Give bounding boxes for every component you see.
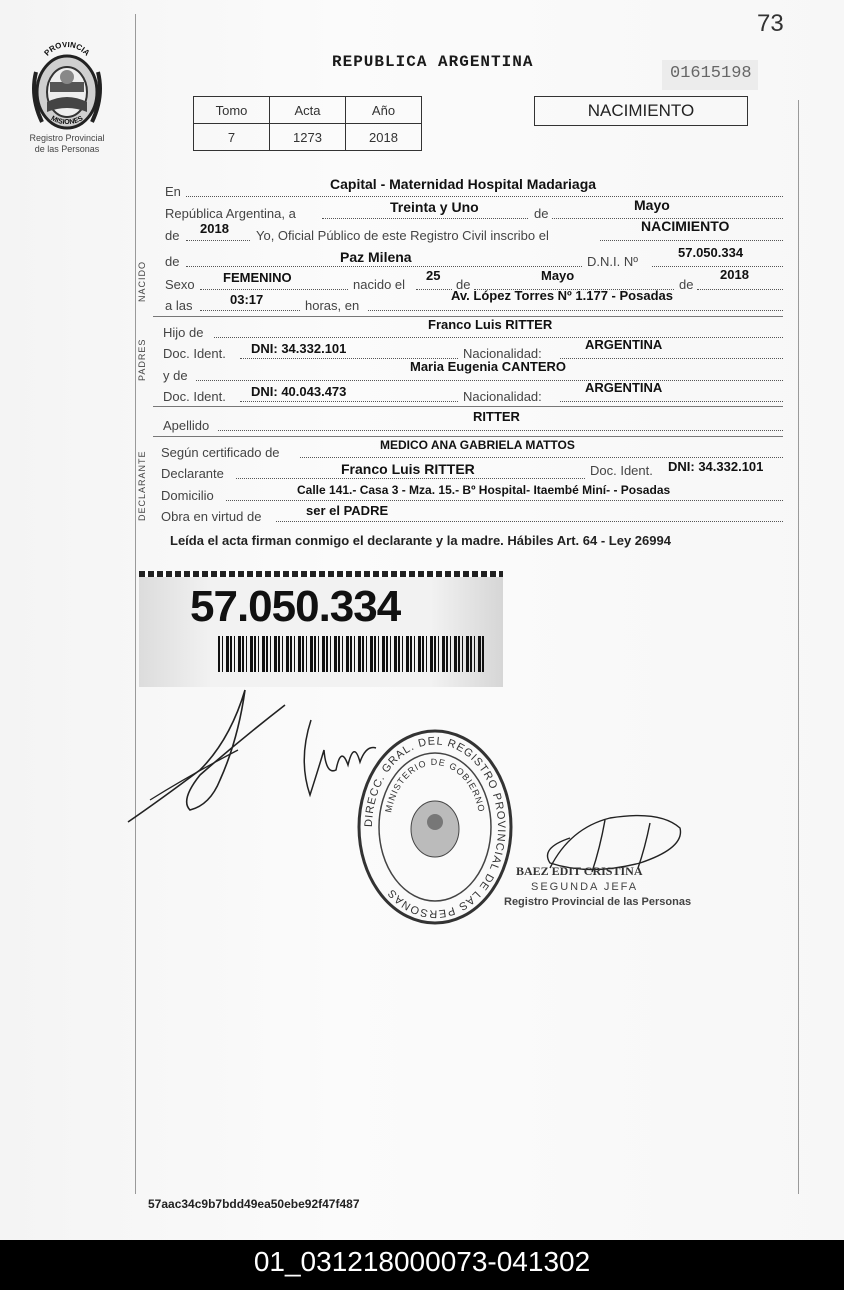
dotted-line — [200, 310, 300, 311]
dotted-line — [214, 337, 783, 338]
month-value: Mayo — [634, 197, 670, 213]
name-value: Paz Milena — [340, 249, 412, 265]
en-label: En — [165, 184, 181, 199]
obra-label: Obra en virtud de — [161, 509, 262, 524]
obra-value: ser el PADRE — [306, 503, 389, 518]
alas-label: a las — [165, 298, 193, 313]
dotted-line — [368, 310, 783, 311]
birth-address-value: Av. López Torres Nº 1.177 - Posadas — [451, 288, 673, 303]
dotted-line — [652, 266, 783, 267]
declarante-doc-value: DNI: 34.332.101 — [668, 459, 764, 474]
domicilio-value: Calle 141.- Casa 3 - Mza. 15.- Bº Hospital- Itaembé Miní- - Posadas — [297, 483, 671, 497]
dni-label: D.N.I. Nº — [587, 254, 638, 269]
dotted-line — [560, 401, 783, 402]
registry-value-acta: 1273 — [270, 124, 346, 151]
yde-label: y de — [163, 368, 188, 383]
declarante-label: Declarante — [161, 466, 224, 481]
segun-label: Según certificado de — [161, 445, 280, 460]
de4-label: de — [456, 277, 471, 292]
apellido-label: Apellido — [163, 418, 210, 433]
apellido-value: RITTER — [473, 409, 520, 424]
republica-label: República Argentina, a — [165, 206, 296, 221]
sexo-label: Sexo — [165, 277, 195, 292]
birth-day-value: 25 — [426, 268, 441, 283]
sexo-value: FEMENINO — [223, 270, 292, 285]
crest-text-bottom: MISIONES — [49, 115, 85, 127]
domicilio-label: Domicilio — [161, 488, 214, 503]
registry-header-anio: Año — [346, 97, 422, 124]
father-nat-value: ARGENTINA — [585, 337, 663, 352]
act-type-box: NACIMIENTO — [534, 96, 748, 126]
dni-barcode — [218, 636, 484, 672]
birth-year-value: 2018 — [720, 267, 749, 282]
section-divider — [153, 406, 783, 407]
doc2-label: Doc. Ident. — [163, 389, 226, 404]
dotted-line — [186, 266, 582, 267]
de2-label: de — [165, 228, 180, 243]
registry-value-anio: 2018 — [346, 124, 422, 151]
inscribe-value: NACIMIENTO — [641, 218, 730, 234]
closing-text: Leída el acta firman conmigo el declarante y la madre. Hábiles Art. 64 - Ley 26994 — [170, 533, 671, 548]
registry-caption-line1: Registro Provincial — [29, 133, 105, 143]
registry-table-value-row — [194, 124, 422, 151]
registry-value-tomo: 7 — [194, 124, 270, 151]
doc-label: Doc. Ident. — [163, 346, 226, 361]
official-registry: Registro Provincial de las Personas — [504, 896, 692, 908]
mother-value: Maria Eugenia CANTERO — [410, 359, 567, 374]
birth-time-value: 03:17 — [230, 292, 264, 307]
year-value: 2018 — [200, 221, 229, 236]
registry-table-header-row — [194, 97, 422, 124]
official-name: BAEZ EDIT CRISTINA — [516, 864, 643, 878]
dotted-line — [236, 478, 585, 479]
certificado-value: MEDICO ANA GABRIELA MATTOS — [380, 438, 575, 452]
doc3-label: Doc. Ident. — [590, 463, 653, 478]
nac2-label: Nacionalidad: — [463, 389, 542, 404]
left-margin-line — [135, 14, 136, 1194]
right-margin-line — [798, 100, 799, 1194]
declarante-value: Franco Luis RITTER — [341, 461, 475, 477]
sticker-top-border — [139, 571, 503, 577]
dotted-line — [276, 521, 783, 522]
dotted-line — [186, 240, 250, 241]
footer-document-id: 01_031218000073-041302 — [253, 1246, 591, 1277]
dotted-line — [200, 289, 348, 290]
nacido-label: nacido el — [353, 277, 406, 292]
dotted-line — [322, 218, 528, 219]
de3-label: de — [165, 254, 180, 269]
dotted-line — [697, 289, 783, 290]
dotted-line — [226, 500, 783, 501]
section-label-padres: PADRES — [137, 338, 147, 381]
de5-label: de — [679, 277, 694, 292]
nac-label: Nacionalidad: — [463, 346, 542, 361]
horas-label: horas, en — [305, 298, 360, 313]
section-divider — [153, 436, 783, 437]
registry-header-acta: Acta — [270, 97, 346, 124]
birth-month-value: Mayo — [541, 268, 575, 283]
dotted-line — [600, 240, 783, 241]
dotted-line — [300, 457, 783, 458]
provincial-crest-icon — [30, 42, 104, 132]
registry-header-tomo: Tomo — [194, 97, 270, 124]
father-value: Franco Luis RITTER — [428, 317, 553, 332]
seal-inner-text: MINISTERIO DE GOBIERNO — [383, 756, 487, 814]
mother-nat-value: ARGENTINA — [585, 380, 663, 395]
seal-outer-text: DIRECC. GRAL. DEL REGISTRO PROVINCIAL DE LAS PERSONAS — [362, 735, 508, 920]
day-words-value: Treinta y Uno — [390, 199, 479, 215]
country-title: REPUBLICA ARGENTINA — [332, 53, 534, 71]
hijo-label: Hijo de — [163, 325, 204, 340]
yo-text: Yo, Oficial Público de este Registro Civil inscribo el — [256, 228, 549, 243]
dotted-line — [240, 401, 458, 402]
dni-sticker-number: 57.050.334 — [190, 582, 401, 631]
document-hash: 57aac34c9b7bdd49ea50ebe92f47f487 — [148, 1197, 360, 1211]
registry-table — [193, 96, 422, 151]
registry-seal-icon — [355, 727, 515, 927]
dotted-line — [416, 289, 452, 290]
dni-value: 57.050.334 — [678, 245, 744, 260]
registry-caption — [14, 133, 120, 155]
page-number: 73 — [757, 10, 784, 37]
section-label-declarante: DECLARANTE — [137, 450, 147, 521]
dotted-line — [196, 380, 783, 381]
mother-doc-value: DNI: 40.043.473 — [251, 384, 347, 399]
father-doc-value: DNI: 34.332.101 — [251, 341, 347, 356]
serial-number: 01615198 — [662, 60, 758, 90]
official-role: SEGUNDA JEFA — [531, 881, 639, 893]
registry-caption-line2: de las Personas — [34, 144, 100, 154]
dotted-line — [218, 430, 783, 431]
place-value: Capital - Maternidad Hospital Madariaga — [330, 176, 597, 192]
dotted-line — [186, 196, 783, 197]
de-label: de — [534, 206, 549, 221]
declarant-signature-icon — [120, 680, 300, 830]
dotted-line — [560, 358, 783, 359]
crest-text-top: PROVINCIA — [42, 42, 92, 58]
section-label-nacido: NACIDO — [137, 260, 147, 302]
